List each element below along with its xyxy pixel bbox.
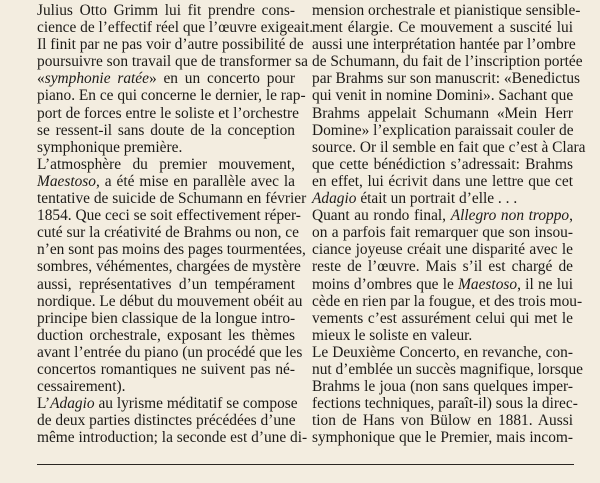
text-line: se ressent-il sans doute de la conception xyxy=(37,121,295,139)
text-line: ciance joyeuse créait une disparité avec le xyxy=(312,241,573,259)
text-line: que cette bénédiction s’adressait: Brahms xyxy=(312,155,573,173)
text-line: tion de Hans von Bülow en 1881. Aussi xyxy=(312,412,573,430)
text-line: même introduction; la seconde est d’une di- xyxy=(37,429,308,447)
text-line: sombres, véhémentes, chargées de mystère xyxy=(37,258,301,276)
text-line: avant l’entrée du piano (un procédé que les xyxy=(37,343,303,361)
text-line: cède en rien par la fougue, et des trois mou- xyxy=(312,292,583,310)
text-line: reste de l’œuvre. Mais s’il est chargé de xyxy=(312,258,573,276)
text-line: par Brahms sur son manuscrit: «Benedictus xyxy=(312,70,581,88)
text-line: Le Deuxième Concerto, en revanche, con- xyxy=(312,343,573,361)
text-line: duction orchestrale, exposant les thèmes xyxy=(37,326,295,344)
text-line: fections techniques, paraît-il) sous la direc- xyxy=(312,395,578,413)
text-line: 1854. Que ceci se soit effectivement réper- xyxy=(37,207,301,225)
text-line: concertos romantiques ne suivent pas né- xyxy=(37,360,295,378)
text-line: nut d’emblée un succès magnifique, lorsque xyxy=(312,360,583,378)
text-line: Quant au rondo final, Allegro non troppo, xyxy=(312,207,573,225)
text-line: aussi, représentatives d’un tempérament xyxy=(37,275,295,293)
text-line: Il finit par ne pas voir d’autre possibilité de xyxy=(37,36,304,54)
text-line: poursuivre son travail que de transformer sa xyxy=(37,53,308,71)
text-line: vements c’est assurément celui qui met le xyxy=(312,309,573,327)
bottom-rule xyxy=(37,464,574,465)
text-line: source. Or il semble en fait que c’est à Clara xyxy=(312,138,586,156)
text-line: symphonique que le Premier, mais incom- xyxy=(312,429,573,447)
text-line: port de forces entre le soliste et l’orchestre xyxy=(37,104,299,122)
text-line: mension orchestrale et pianistique sensible- xyxy=(312,2,581,19)
text-line: moins d’ombres que le Maestoso, il ne lui xyxy=(312,275,573,293)
text-line: de Schumann, du fait de l’inscription portée xyxy=(312,53,583,71)
text-line: L’atmosphère du premier mouvement, xyxy=(37,155,295,173)
text-line: Brahms appelait Schumann «Mein Herr xyxy=(312,104,573,122)
text-line: de deux parties distinctes précédées d’une xyxy=(37,412,296,430)
text-line: «symphonie ratée» en un concerto pour xyxy=(37,70,296,88)
text-line: mieux le soliste en valeur. xyxy=(312,326,473,344)
text-line: Julius Otto Grimm lui fit prendre cons- xyxy=(37,2,295,19)
text-line: aussi une interprétation hantée par l’ombre xyxy=(312,36,576,54)
text-line: Adagio était un portrait d’elle . . . xyxy=(312,190,518,208)
text-line: ment élargie. Ce mouvement a suscité lui xyxy=(312,19,573,37)
text-line: tentative de suicide de Schumann en février xyxy=(37,190,307,208)
text-line: qui venit in nomine Domini». Sachant que xyxy=(312,87,574,105)
text-line: piano. En ce qui concerne le dernier, le rap- xyxy=(37,87,306,105)
text-line: n’en sont pas moins des pages tourmentées, xyxy=(37,241,306,259)
text-line: Maestoso, a été mise en parallèle avec la xyxy=(37,172,295,190)
text-line: Brahms le joua (non sans quelques imper- xyxy=(312,378,573,396)
text-line: principe bien classique de la longue intro- xyxy=(37,309,296,327)
left-column xyxy=(37,2,314,447)
text-line: cessairement). xyxy=(37,378,126,396)
right-column xyxy=(312,2,586,447)
text-line: on a parfois fait remarquer que son insou- xyxy=(312,224,573,242)
text-line: Domine» l’explication paraissait couler de xyxy=(312,121,574,139)
text-line: cuté sur la créativité de Brahms ou non, ce xyxy=(37,224,299,242)
text-line: en effet, lui écrivit dans une lettre que cet xyxy=(312,172,573,190)
text-line: L’Adagio au lyrisme méditatif se compose xyxy=(37,395,298,413)
text-line: nordique. Le début du mouvement obéit au xyxy=(37,292,303,310)
text-line: cience de l’effectif réel que l’œuvre exigeait. xyxy=(37,19,314,37)
text-line: symphonique première. xyxy=(37,138,183,156)
